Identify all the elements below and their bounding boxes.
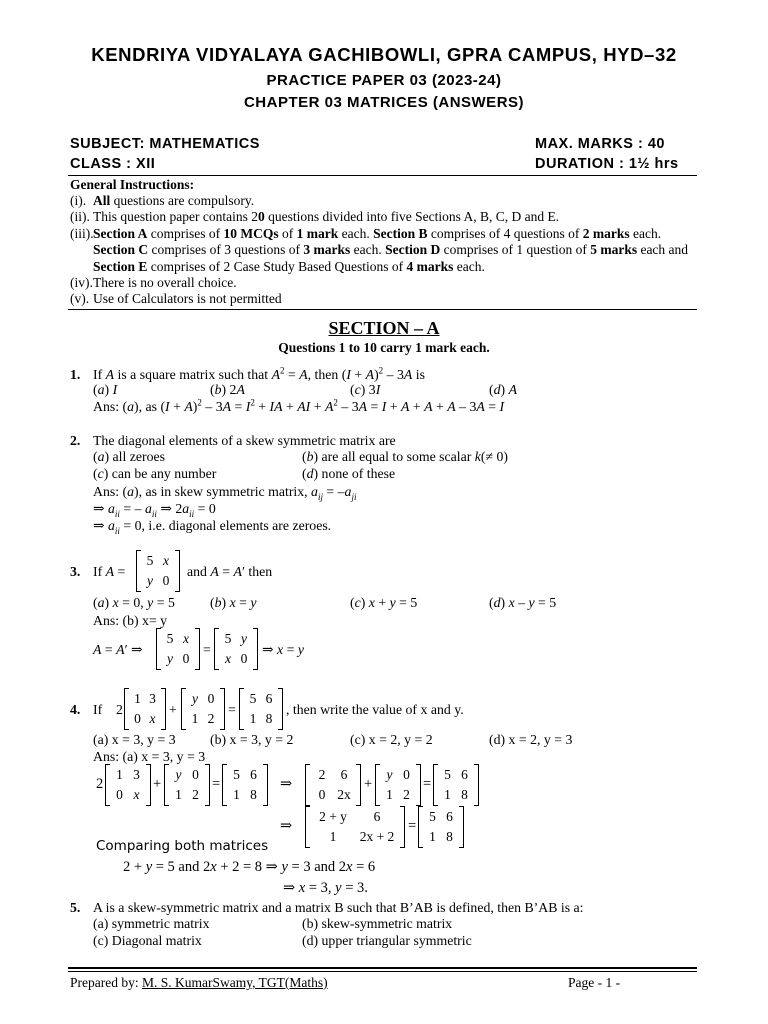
implies-arrow: ⇒ <box>280 818 293 834</box>
matrix-cell: 1 <box>249 711 257 726</box>
equals-sign: = <box>212 776 221 792</box>
matrix-cell: 5 <box>429 809 436 824</box>
instruction-num: (iii). <box>70 226 94 241</box>
q3-work-left: A = A′ ⇒ <box>93 642 143 657</box>
q4-number: 4. <box>70 702 81 717</box>
q4-option-c: (c) x = 2, y = 2 <box>350 732 433 747</box>
q2-option-c: (c) can be any number <box>93 466 217 481</box>
instruction-num: (ii). <box>70 209 90 224</box>
q4-work-matrix-2 <box>164 764 210 804</box>
q4-if-text: If <box>93 702 103 717</box>
q2-option-a: (a) all zeroes <box>93 449 166 464</box>
matrix-left-bracket <box>136 550 141 592</box>
max-marks-label: MAX. MARKS : 40 <box>535 136 665 152</box>
q4-comparing: Comparing both matrices <box>96 838 269 854</box>
q4-work-matrix-7 <box>305 806 405 846</box>
q5-option-a: (a) symmetric matrix <box>93 916 210 931</box>
q3-then-text: and A = A′ then <box>187 564 273 579</box>
matrix-cell: 5 <box>233 767 240 782</box>
q3-matrix-c <box>214 628 258 668</box>
matrix-cell: 2x <box>337 787 351 802</box>
q2-answer-line: ⇒ $a_{ii} = 0$, i.e. diagonal elements are zeroes. <box>93 518 332 536</box>
q4-work-matrix-5 <box>375 764 421 804</box>
matrix-right-bracket <box>474 764 479 806</box>
matrix-cell: 0 <box>240 651 248 666</box>
matrix-cell: 2 + y <box>319 809 347 824</box>
q5-option-d: (d) upper triangular symmetric <box>302 933 472 948</box>
matrix-cell: 8 <box>265 711 273 726</box>
matrix-cell: 0 <box>318 787 326 802</box>
matrix-cell: 0 <box>403 767 410 782</box>
matrix-cell: 8 <box>461 787 468 802</box>
matrix-cell: 5 <box>249 691 257 706</box>
instruction-text: Section A comprises of 10 MCQs of 1 mark each. Section B comprises of 4 questions of 2 marks each. Section C comprises of 3 questions of 3 marks each. Section D comprises of 1 question of 5 marks each and Section E comprises of 2 Case Study Based Questions of 4 marks each. <box>93 226 689 274</box>
matrix-cell: 2 <box>318 767 326 782</box>
q4-option-a: (a) x = 3, y = 3 <box>93 732 176 747</box>
q5-number: 5. <box>70 900 81 915</box>
q4-option-d: (d) x = 2, y = 3 <box>489 732 573 747</box>
matrix-cell: y <box>175 767 182 782</box>
school-title: KENDRIYA VIDYALAYA GACHIBOWLI, GPRA CAMPUS, HYD–32 <box>91 44 677 65</box>
matrix-cell: y <box>386 767 393 782</box>
matrix-cell: 8 <box>250 787 257 802</box>
duration-label: DURATION : 1½ hrs <box>535 156 679 172</box>
matrix-left-bracket <box>222 764 227 806</box>
q4-equation-1: 2 + y = 5 and 2x + 2 = 8 ⇒ y = 3 and 2x = 6 <box>123 859 376 875</box>
matrix-right-bracket <box>161 688 166 730</box>
matrix-cell: 0 <box>207 691 215 706</box>
q4-work-coef: 2 <box>96 776 104 792</box>
matrix-cell: 0 <box>116 787 123 802</box>
section-title: SECTION – A <box>328 318 440 338</box>
matrix-left-bracket <box>214 628 219 670</box>
section-subtitle: Questions 1 to 10 carry 1 mark each. <box>278 340 490 355</box>
instruction-num: (iv). <box>70 275 93 290</box>
instructions-title: General Instructions: <box>70 177 195 192</box>
matrix-cell: 1 <box>444 787 451 802</box>
matrix-left-bracket <box>164 764 169 806</box>
matrix-right-bracket <box>205 764 210 806</box>
q3-option-b: (b) x = y <box>210 595 257 610</box>
q3-option-c: (c) x + y = 5 <box>350 595 418 610</box>
q3-answer: Ans: (b) x= y <box>93 613 168 628</box>
q2-option-d: (d) none of these <box>302 466 396 481</box>
matrix-cell: 2 <box>207 711 215 726</box>
matrix-cell: 8 <box>446 829 453 844</box>
q3-option-d: (d) x – y = 5 <box>489 595 557 610</box>
equals-sign: = <box>203 642 211 657</box>
matrix-right-bracket <box>278 688 283 730</box>
q3-option-a: (a) x = 0, y = 5 <box>93 595 175 610</box>
q4-work-matrix-4 <box>305 764 361 804</box>
matrix-cell: 1 <box>116 767 123 782</box>
matrix-cell: y <box>167 651 173 666</box>
matrix-cell: 2 <box>192 787 199 802</box>
matrix-right-bracket <box>356 764 361 806</box>
q1-number: 1. <box>70 367 81 382</box>
matrix-cell: 3 <box>149 691 156 706</box>
header-rule <box>68 175 697 176</box>
instruction-num: (v). <box>70 291 90 306</box>
instruction-num: (i). <box>70 193 87 208</box>
matrix-cell: 1 <box>175 787 182 802</box>
matrix-cell: x <box>183 631 189 646</box>
plus-sign: + <box>153 776 162 792</box>
q2-answer-line: ⇒ $a_{ii}$ = – $a_{ii}$ ⇒ $2a_{ii} = 0$ <box>93 501 216 519</box>
q5-option-c: (c) Diagonal matrix <box>93 933 202 948</box>
equals-sign: = <box>408 818 417 834</box>
q3-matrix-b <box>156 628 200 668</box>
matrix-cell: y <box>192 691 198 706</box>
matrix-right-bracket <box>175 550 180 592</box>
q1-option-d: (d) A <box>489 382 517 397</box>
matrix-cell: 1 <box>329 829 337 844</box>
matrix-left-bracket <box>105 764 110 806</box>
chapter-title: CHAPTER 03 MATRICES (ANSWERS) <box>243 94 525 111</box>
matrix-right-bracket <box>146 764 151 806</box>
matrix-cell: 5 <box>224 631 232 646</box>
q4-equation-2: ⇒ x = 3, y = 3. <box>283 880 368 896</box>
q4-matrix-2 <box>181 688 225 728</box>
q2-answer-line: Ans: (a), as in skew symmetric matrix, $a_{ij} = -a_{ji}$ <box>93 484 357 502</box>
matrix-cell: x <box>163 553 169 568</box>
matrix-cell: 0 <box>162 573 170 588</box>
matrix-cell: 1 <box>429 829 436 844</box>
matrix-cell: 1 <box>386 787 393 802</box>
matrix-cell: 0 <box>192 767 199 782</box>
q4-coef: 2 <box>116 702 123 717</box>
equals-sign: = <box>423 776 432 792</box>
matrix-right-bracket <box>253 628 258 670</box>
q3-work-right: ⇒ x = y <box>262 642 304 657</box>
footer-page-number: Page - 1 - <box>568 975 621 990</box>
matrix-cell: 1 <box>233 787 240 802</box>
q4-answer: Ans: (a) x = 3, y = 3 <box>93 749 206 764</box>
matrix-right-bracket <box>459 806 464 848</box>
matrix-cell: 6 <box>373 809 381 824</box>
q4-matrix-3 <box>239 688 283 728</box>
instruction-text: There is no overall choice. <box>93 275 237 290</box>
q1-stem: If A is a square matrix such that $A^2 = A$, then $(I + A)^2 - 3A$ is <box>93 365 425 382</box>
matrix-left-bracket <box>239 688 244 730</box>
matrix-right-bracket <box>220 688 225 730</box>
plus-sign: + <box>169 702 177 717</box>
instructions-rule <box>68 309 697 310</box>
footer-prepared <box>70 975 328 991</box>
matrix-left-bracket <box>124 688 129 730</box>
q5-stem: A is a skew-symmetric matrix and a matrix B such that B’AB is defined, then B’AB is a: <box>93 900 584 915</box>
matrix-cell: 5 <box>444 767 451 782</box>
plus-sign: + <box>364 776 373 792</box>
matrix-cell: 6 <box>265 691 273 706</box>
matrix-cell: 6 <box>446 809 453 824</box>
matrix-cell: 1 <box>191 711 199 726</box>
matrix-cell: 6 <box>340 767 348 782</box>
instruction-text: All questions are compulsory. <box>93 193 255 208</box>
footer-rule-thin <box>68 971 697 972</box>
matrix-cell: 6 <box>461 767 468 782</box>
q1-answer: Ans: (a), as $(I + A)^2 - 3A = I^2$ + IA + AI + $A^2 - 3A = I + A + A + A - 3A = I$ <box>93 397 505 414</box>
matrix-cell: y <box>147 573 153 588</box>
matrix-right-bracket <box>400 806 405 848</box>
footer-rule <box>68 967 697 969</box>
matrix-cell: 0 <box>134 711 141 726</box>
footer-prepared-label: Prepared by: <box>70 975 142 990</box>
matrix-cell: 3 <box>133 767 140 782</box>
matrix-cell: 6 <box>250 767 257 782</box>
footer-author: M. S. KumarSwamy, TGT(Maths) <box>141 975 328 990</box>
implies-arrow: ⇒ <box>280 776 293 792</box>
q4-work-matrix-6 <box>433 764 479 804</box>
q5-option-b: (b) skew-symmetric matrix <box>302 916 453 931</box>
q2-number: 2. <box>70 433 81 448</box>
matrix-left-bracket <box>375 764 380 806</box>
matrix-left-bracket <box>433 764 438 806</box>
matrix-cell: x <box>225 651 231 666</box>
matrix-right-bracket <box>263 764 268 806</box>
instruction-text: This question paper contains 20 questions divided into five Sections A, B, C, D and E. <box>93 209 560 224</box>
matrix-cell: 5 <box>146 553 154 568</box>
matrix-cell: 2x + 2 <box>359 829 395 844</box>
q4-matrix-1 <box>124 688 166 728</box>
matrix-right-bracket <box>195 628 200 670</box>
q4-work-matrix-1 <box>105 764 151 804</box>
q1-option-a: (a) I <box>93 382 118 397</box>
matrix-left-bracket <box>181 688 186 730</box>
matrix-cell: 0 <box>182 651 190 666</box>
q3-if-text: If A = <box>93 564 126 579</box>
q4-work-matrix-8 <box>418 806 464 846</box>
q1-option-b: (b) 2A <box>210 382 245 397</box>
matrix-left-bracket <box>156 628 161 670</box>
class-label: CLASS : XII <box>70 156 156 172</box>
matrix-cell: x <box>133 787 140 802</box>
q4-work-matrix-3 <box>222 764 268 804</box>
instruction-text: Use of Calculators is not permitted <box>93 291 282 306</box>
q4-option-b: (b) x = 3, y = 2 <box>210 732 294 747</box>
matrix-left-bracket <box>305 764 310 806</box>
matrix-cell: 1 <box>134 691 141 706</box>
q3-number: 3. <box>70 564 81 579</box>
paper-title: PRACTICE PAPER 03 (2023-24) <box>266 72 502 89</box>
q1-option-c: (c) 3I <box>350 382 381 397</box>
matrix-cell: y <box>241 631 247 646</box>
q4-tail: , then write the value of x and y. <box>286 702 464 717</box>
matrix-cell: 2 <box>403 787 410 802</box>
matrix-left-bracket <box>305 806 310 848</box>
q2-stem: The diagonal elements of a skew symmetric matrix are <box>93 433 396 448</box>
q3-matrix-a <box>136 550 180 590</box>
q2-option-b: (b) are all equal to some scalar k(≠ 0) <box>302 449 509 464</box>
matrix-left-bracket <box>418 806 423 848</box>
equals-sign: = <box>228 702 236 717</box>
subject-label: SUBJECT: MATHEMATICS <box>70 136 260 152</box>
matrix-cell: x <box>149 711 156 726</box>
matrix-right-bracket <box>416 764 421 806</box>
matrix-cell: 5 <box>166 631 174 646</box>
